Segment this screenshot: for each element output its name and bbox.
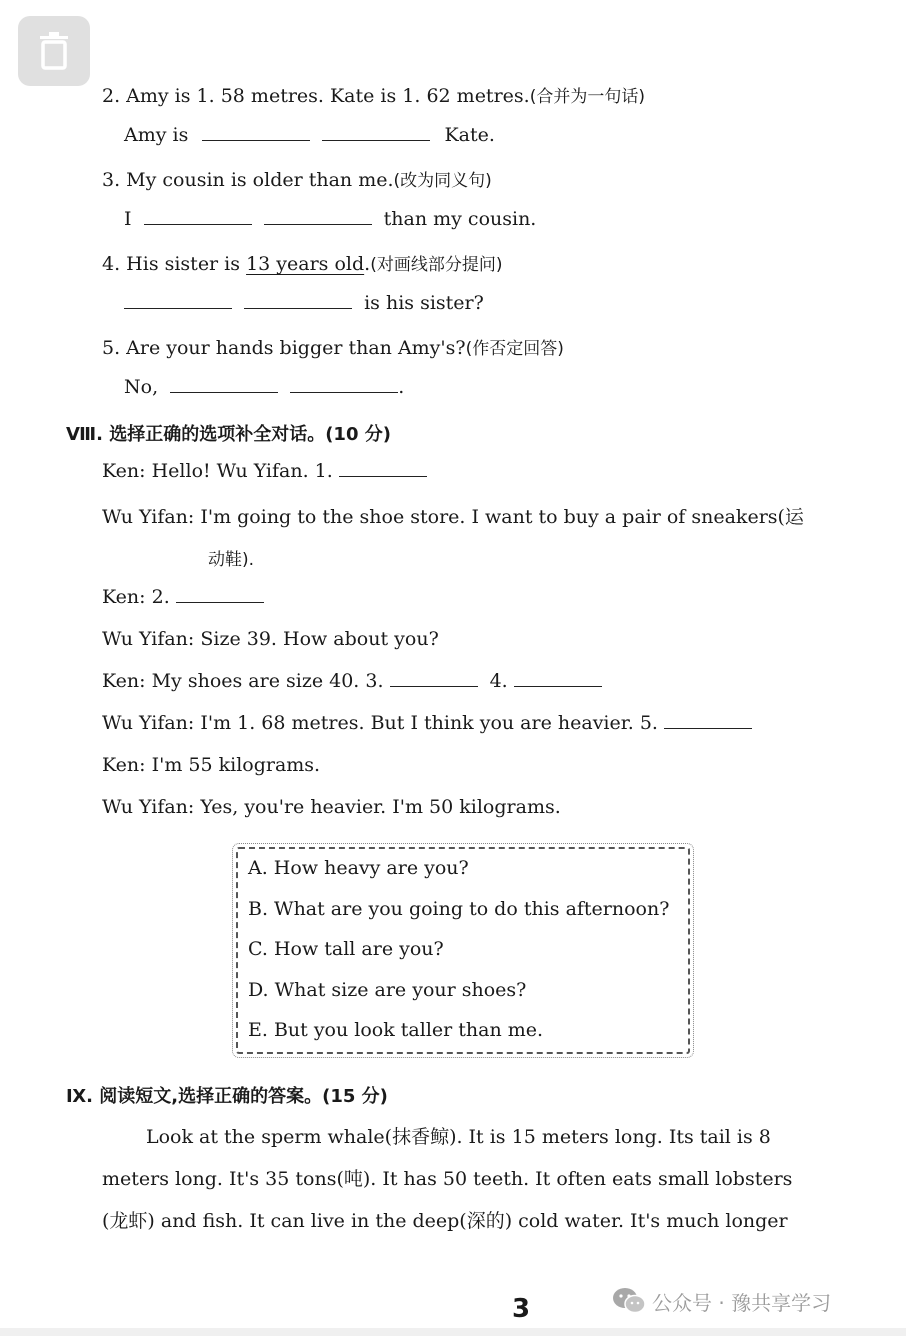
section-9-title: Ⅸ. 阅读短文,选择正确的答案。(15 分) (66, 1086, 388, 1107)
section-8-title: Ⅷ. 选择正确的选项补全对话。(10 分) (66, 424, 391, 445)
underlined-phrase: 13 years old (246, 253, 365, 275)
options-box (236, 847, 690, 1054)
dialogue-line: 动鞋). (208, 550, 255, 570)
dialogue-line: Wu Yifan: I'm going to the shoe store. I want to buy a pair of sneakers(运 (102, 506, 804, 528)
dialogue-line: Ken: My shoes are size 40. 3. 4. (102, 670, 602, 692)
question-5-answer: No, . (124, 376, 405, 398)
answer-blank[interactable] (264, 208, 372, 225)
question-5: 5. Are your hands bigger than Amy's?(作否定回答) (102, 337, 564, 359)
question-3: 3. My cousin is older than me.(改为同义句) (102, 169, 492, 191)
question-2-answer: Amy is Kate. (124, 124, 495, 146)
passage-line: meters long. It's 35 tons(吨). It has 50 teeth. It often eats small lobsters (102, 1168, 793, 1190)
answer-blank[interactable] (124, 292, 232, 309)
dialogue-line: Wu Yifan: Yes, you're heavier. I'm 50 kilograms. (102, 796, 561, 818)
option-c: C. How tall are you? (248, 938, 444, 960)
answer-blank[interactable] (202, 124, 310, 141)
question-3-answer: I than my cousin. (124, 208, 537, 230)
dialogue-line: Ken: I'm 55 kilograms. (102, 754, 321, 776)
answer-blank[interactable] (390, 670, 478, 687)
answer-blank[interactable] (339, 460, 427, 477)
dialogue-line: Wu Yifan: I'm 1. 68 metres. But I think you are heavier. 5. (102, 712, 752, 734)
dialogue-line: Wu Yifan: Size 39. How about you? (102, 628, 439, 650)
answer-blank[interactable] (176, 586, 264, 603)
answer-blank[interactable] (514, 670, 602, 687)
answer-blank[interactable] (144, 208, 252, 225)
option-b: B. What are you going to do this afternoon? (248, 898, 670, 920)
bottom-bar (0, 1328, 906, 1336)
question-2: 2. Amy is 1. 58 metres. Kate is 1. 62 metres.(合并为一句话) (102, 85, 645, 107)
dialogue-line: Ken: Hello! Wu Yifan. 1. (102, 460, 427, 482)
option-e: E. But you look taller than me. (248, 1019, 544, 1041)
answer-blank[interactable] (244, 292, 352, 309)
passage-line: (龙虾) and fish. It can live in the deep(深的) cold water. It's much longer (102, 1210, 788, 1232)
question-4: 4. His sister is 13 years old.(对画线部分提问) (102, 253, 503, 275)
answer-blank[interactable] (322, 124, 430, 141)
question-4-answer: is his sister? (124, 292, 484, 314)
delete-button[interactable] (18, 16, 90, 86)
page-number: 3 (512, 1294, 531, 1324)
answer-blank[interactable] (290, 376, 398, 393)
passage-line: Look at the sperm whale(抹香鲸). It is 15 meters long. Its tail is 8 (146, 1126, 771, 1148)
option-d: D. What size are your shoes? (248, 979, 527, 1001)
wechat-icon (612, 1287, 646, 1315)
watermark: 公众号 · 豫共享学习 (612, 1284, 831, 1318)
dialogue-line: Ken: 2. (102, 586, 264, 608)
answer-blank[interactable] (664, 712, 752, 729)
trash-icon (37, 32, 71, 70)
answer-blank[interactable] (170, 376, 278, 393)
option-a: A. How heavy are you? (248, 857, 469, 879)
